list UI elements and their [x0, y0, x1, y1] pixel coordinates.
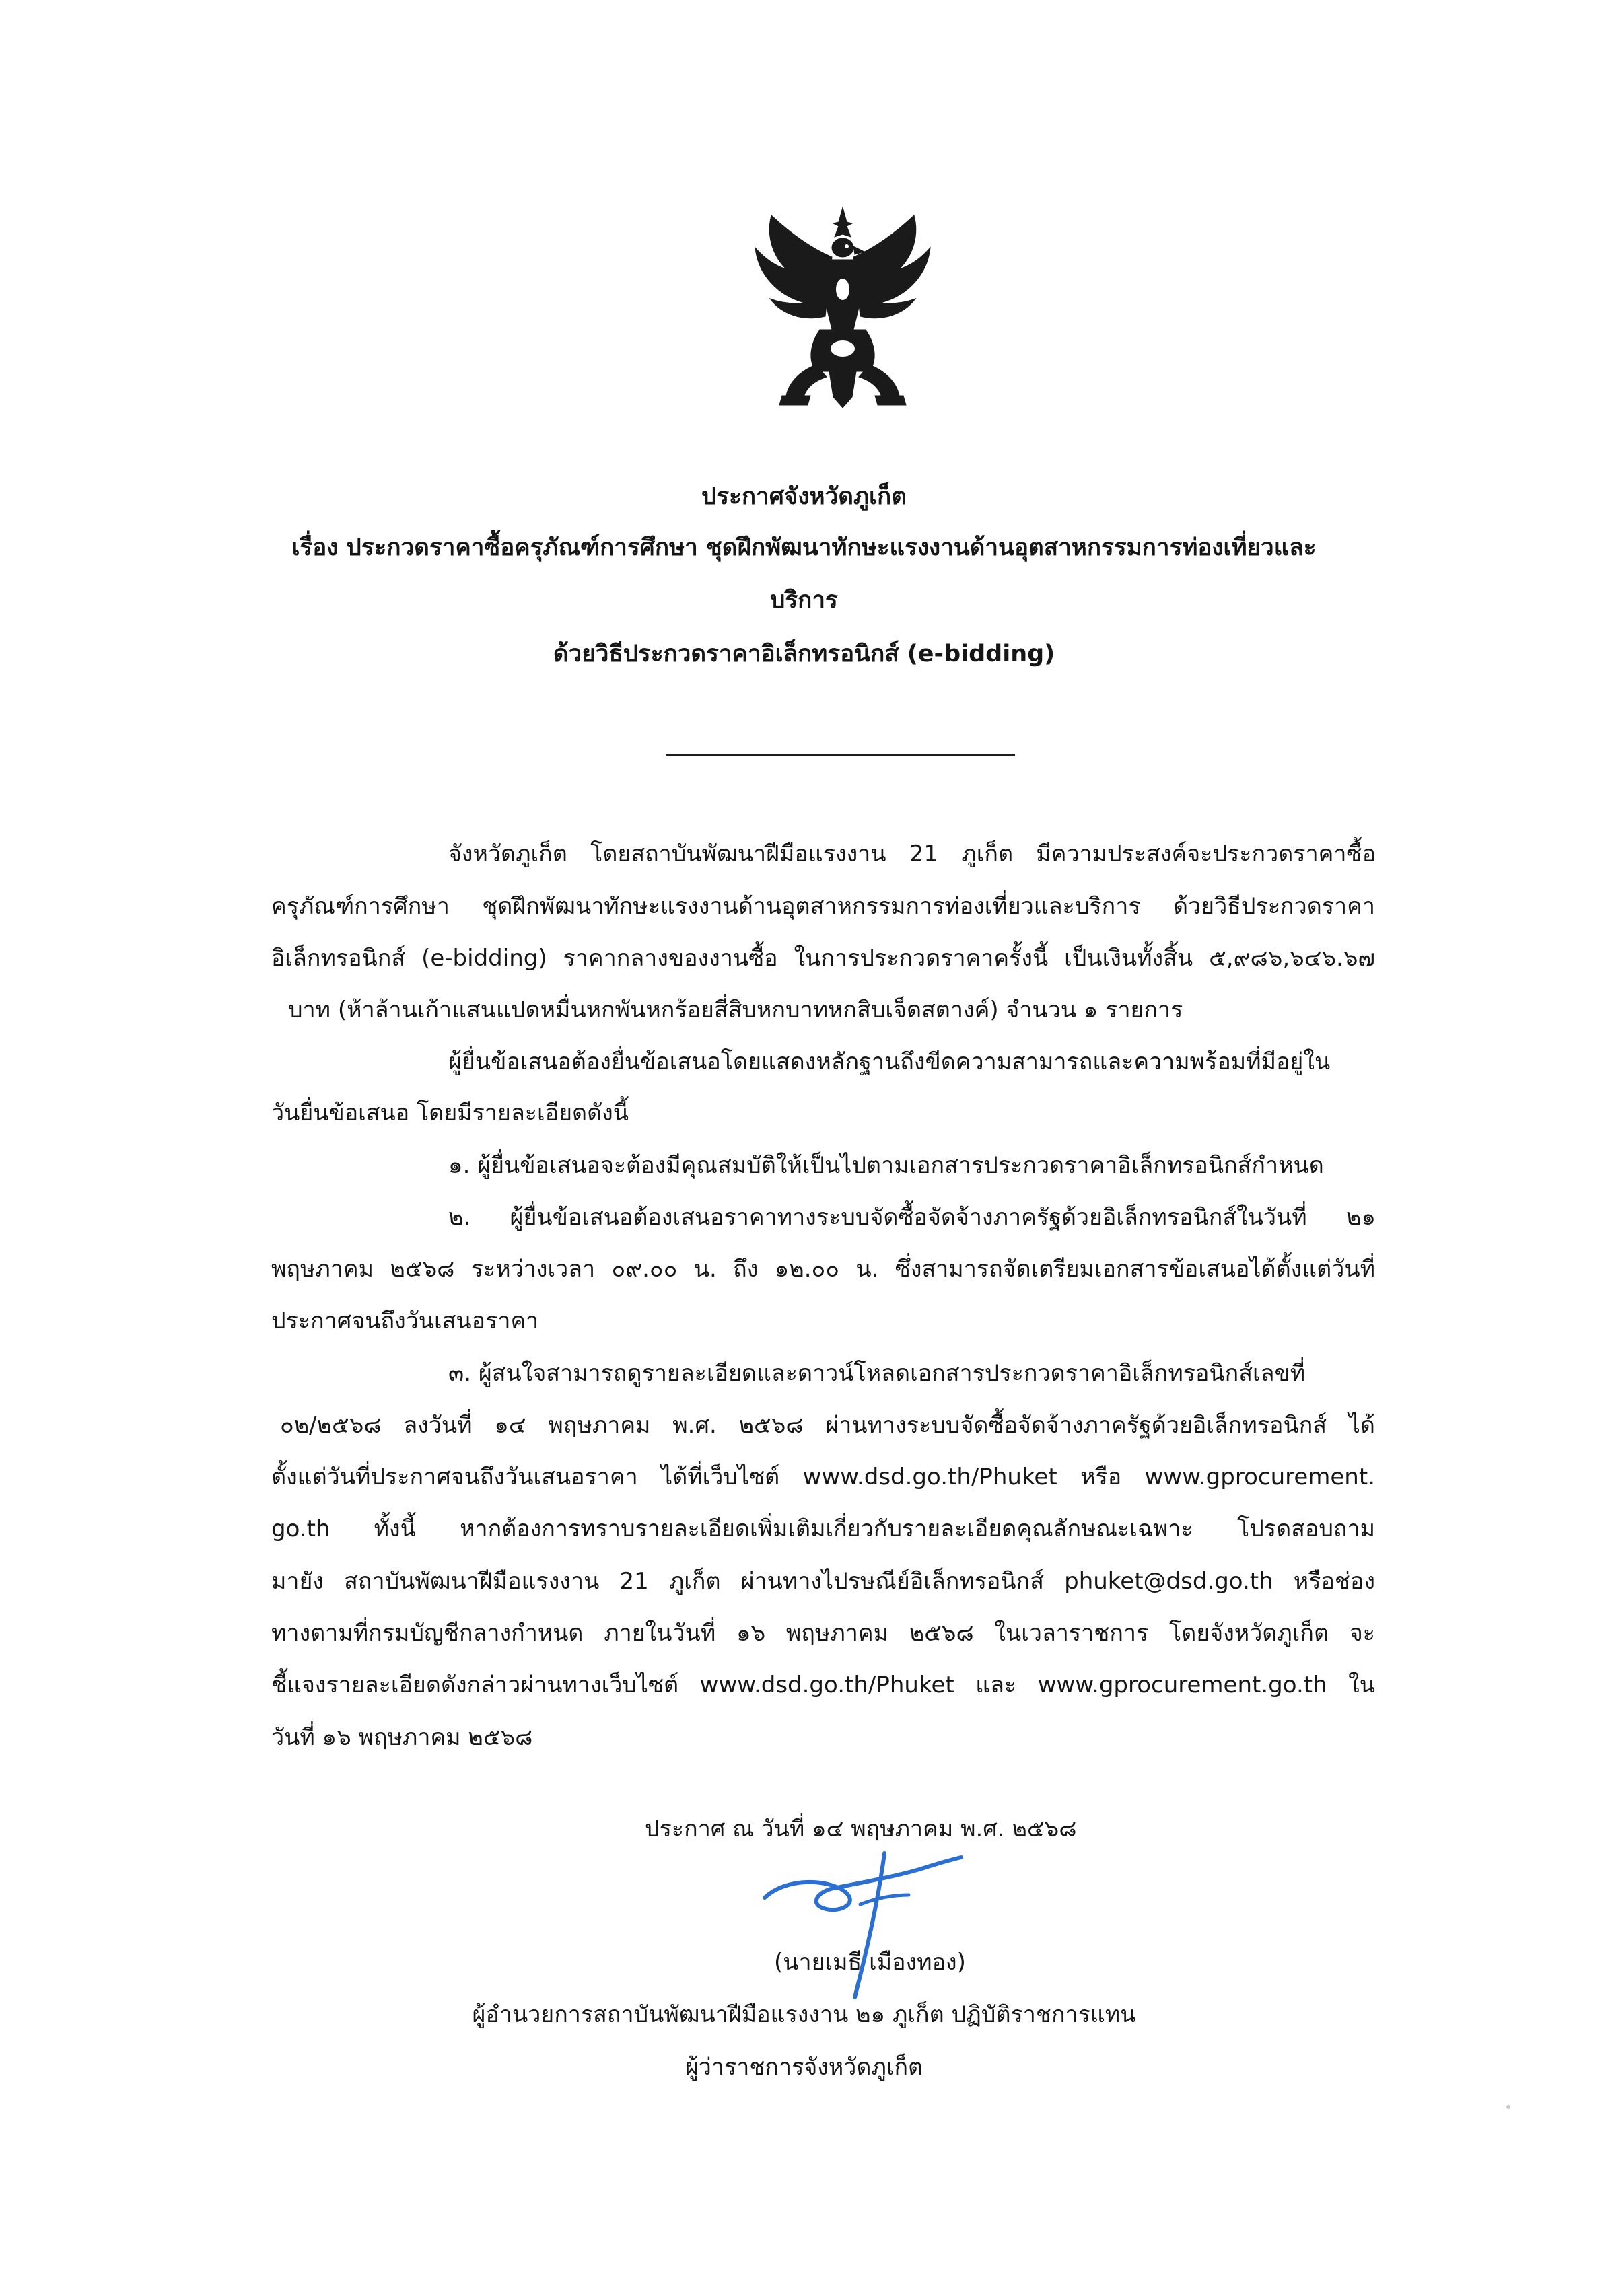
list-item-line: ตั้งแต่วันที่ประกาศจนถึงวันเสนอราคา ได้ที่เว็บไซต์ www.dsd.go.th/Phuket หรือ www.gprocurement.: [271, 1464, 1375, 1491]
list-item-line: วันที่ ๑๖ พฤษภาคม ๒๕๖๘: [271, 1724, 533, 1751]
list-item: ๑. ผู้ยื่นข้อเสนอจะต้องมีคุณสมบัติให้เป็นไปตามเอกสารประกวดราคาอิเล็กทรอนิกส์กำหนด: [448, 1152, 1324, 1179]
list-item: ๓. ผู้สนใจสามารถดูรายละเอียดและดาวน์โหลดเอกสารประกวดราคาอิเล็กทรอนิกส์เลขที่: [448, 1360, 1306, 1387]
list-item-line: พฤษภาคม ๒๕๖๘ ระหว่างเวลา ๐๙.๐๐ น. ถึง ๑๒.๐๐ น. ซึ่งสามารถจัดเตรียมเอกสารข้อเสนอได้ตั้งแต่วันที่: [271, 1256, 1375, 1283]
announcement-subject-continued: บริการ: [770, 587, 838, 614]
paragraph-line: อิเล็กทรอนิกส์ (e-bidding) ราคากลางของงานซื้อ ในการประกวดราคาครั้งนี้ เป็นเงินทั้งสิ้น ๕,๙๘๖,๖๔๖.๖๗: [271, 945, 1375, 972]
signer-position: ผู้อำนวยการสถาบันพัฒนาฝีมือแรงงาน ๒๑ ภูเก็ต ปฏิบัติราชการแทน: [472, 2001, 1136, 2028]
signature-mark: [759, 1830, 968, 2012]
scan-speck: [1506, 2105, 1510, 2109]
list-item-line: ประกาศจนถึงวันเสนอราคา: [271, 1307, 539, 1334]
paragraph-line: ผู้ยื่นข้อเสนอต้องยื่นข้อเสนอโดยแสดงหลักฐานถึงขีดความสามารถและความพร้อมที่มีอยู่ใน: [448, 1048, 1331, 1075]
paragraph-line: ครุภัณฑ์การศึกษา ชุดฝึกพัฒนาทักษะแรงงานด้านอุตสาหกรรมการท่องเที่ยวและบริการ ด้วยวิธีประกวดราคา: [271, 893, 1375, 920]
signer-name: (นายเมธี เมืองทอง): [774, 1949, 966, 1976]
list-item-line: ทางตามที่กรมบัญชีกลางกำหนด ภายในวันที่ ๑๖ พฤษภาคม ๒๕๖๘ ในเวลาราชการ โดยจังหวัดภูเก็ต จะ: [271, 1620, 1375, 1647]
announcement-date: ประกาศ ณ วันที่ ๑๔ พฤษภาคม พ.ศ. ๒๕๖๘: [645, 1816, 1077, 1842]
announcement-title: ประกาศจังหวัดภูเก็ต: [701, 483, 907, 510]
list-item-line: มายัง สถาบันพัฒนาฝีมือแรงงาน 21 ภูเก็ต ผ่านทางไปรษณีย์อิเล็กทรอนิกส์ phuket@dsd.go.th หรือช่อง: [271, 1568, 1375, 1595]
list-item-line: go.th ทั้งนี้ หากต้องการทราบรายละเอียดเพิ่มเติมเกี่ยวกับรายละเอียดคุณลักษณะเฉพาะ โปรดสอบถาม: [271, 1515, 1375, 1542]
signer-position-continued: ผู้ว่าราชการจังหวัดภูเก็ต: [685, 2054, 923, 2081]
list-item: ๒. ผู้ยื่นข้อเสนอต้องเสนอราคาทางระบบจัดซื้อจัดจ้างภาครัฐด้วยอิเล็กทรอนิกส์ในวันที่ ๒๑: [448, 1204, 1376, 1231]
paragraph-line: วันยื่นข้อเสนอ โดยมีรายละเอียดดังนี้: [271, 1100, 629, 1126]
title-divider: [666, 754, 1015, 756]
garuda-emblem-icon: [746, 195, 940, 417]
list-item-line: ๐๒/๒๕๖๘ ลงวันที่ ๑๔ พฤษภาคม พ.ศ. ๒๕๖๘ ผ่านทางระบบจัดซื้อจัดจ้างภาครัฐด้วยอิเล็กทรอนิกส์ ได้: [280, 1412, 1375, 1439]
procurement-method: ด้วยวิธีประกวดราคาอิเล็กทรอนิกส์ (e-bidding): [553, 641, 1055, 668]
announcement-subject: เรื่อง ประกวดราคาซื้อครุภัณฑ์การศึกษา ชุดฝึกพัฒนาทักษะแรงงานด้านอุตสาหกรรมการท่องเที่ยวและ: [291, 534, 1317, 561]
paragraph-line: จังหวัดภูเก็ต โดยสถาบันพัฒนาฝีมือแรงงาน 21 ภูเก็ต มีความประสงค์จะประกวดราคาซื้อ: [448, 840, 1376, 867]
list-item-line: ชี้แจงรายละเอียดดังกล่าวผ่านทางเว็บไซต์ www.dsd.go.th/Phuket และ www.gprocurement.go.th ใน: [271, 1672, 1375, 1698]
paragraph-line: บาท (ห้าล้านเก้าแสนแปดหมื่นหกพันหกร้อยสี่สิบหกบาทหกสิบเจ็ดสตางค์) จำนวน ๑ รายการ: [288, 997, 1183, 1024]
